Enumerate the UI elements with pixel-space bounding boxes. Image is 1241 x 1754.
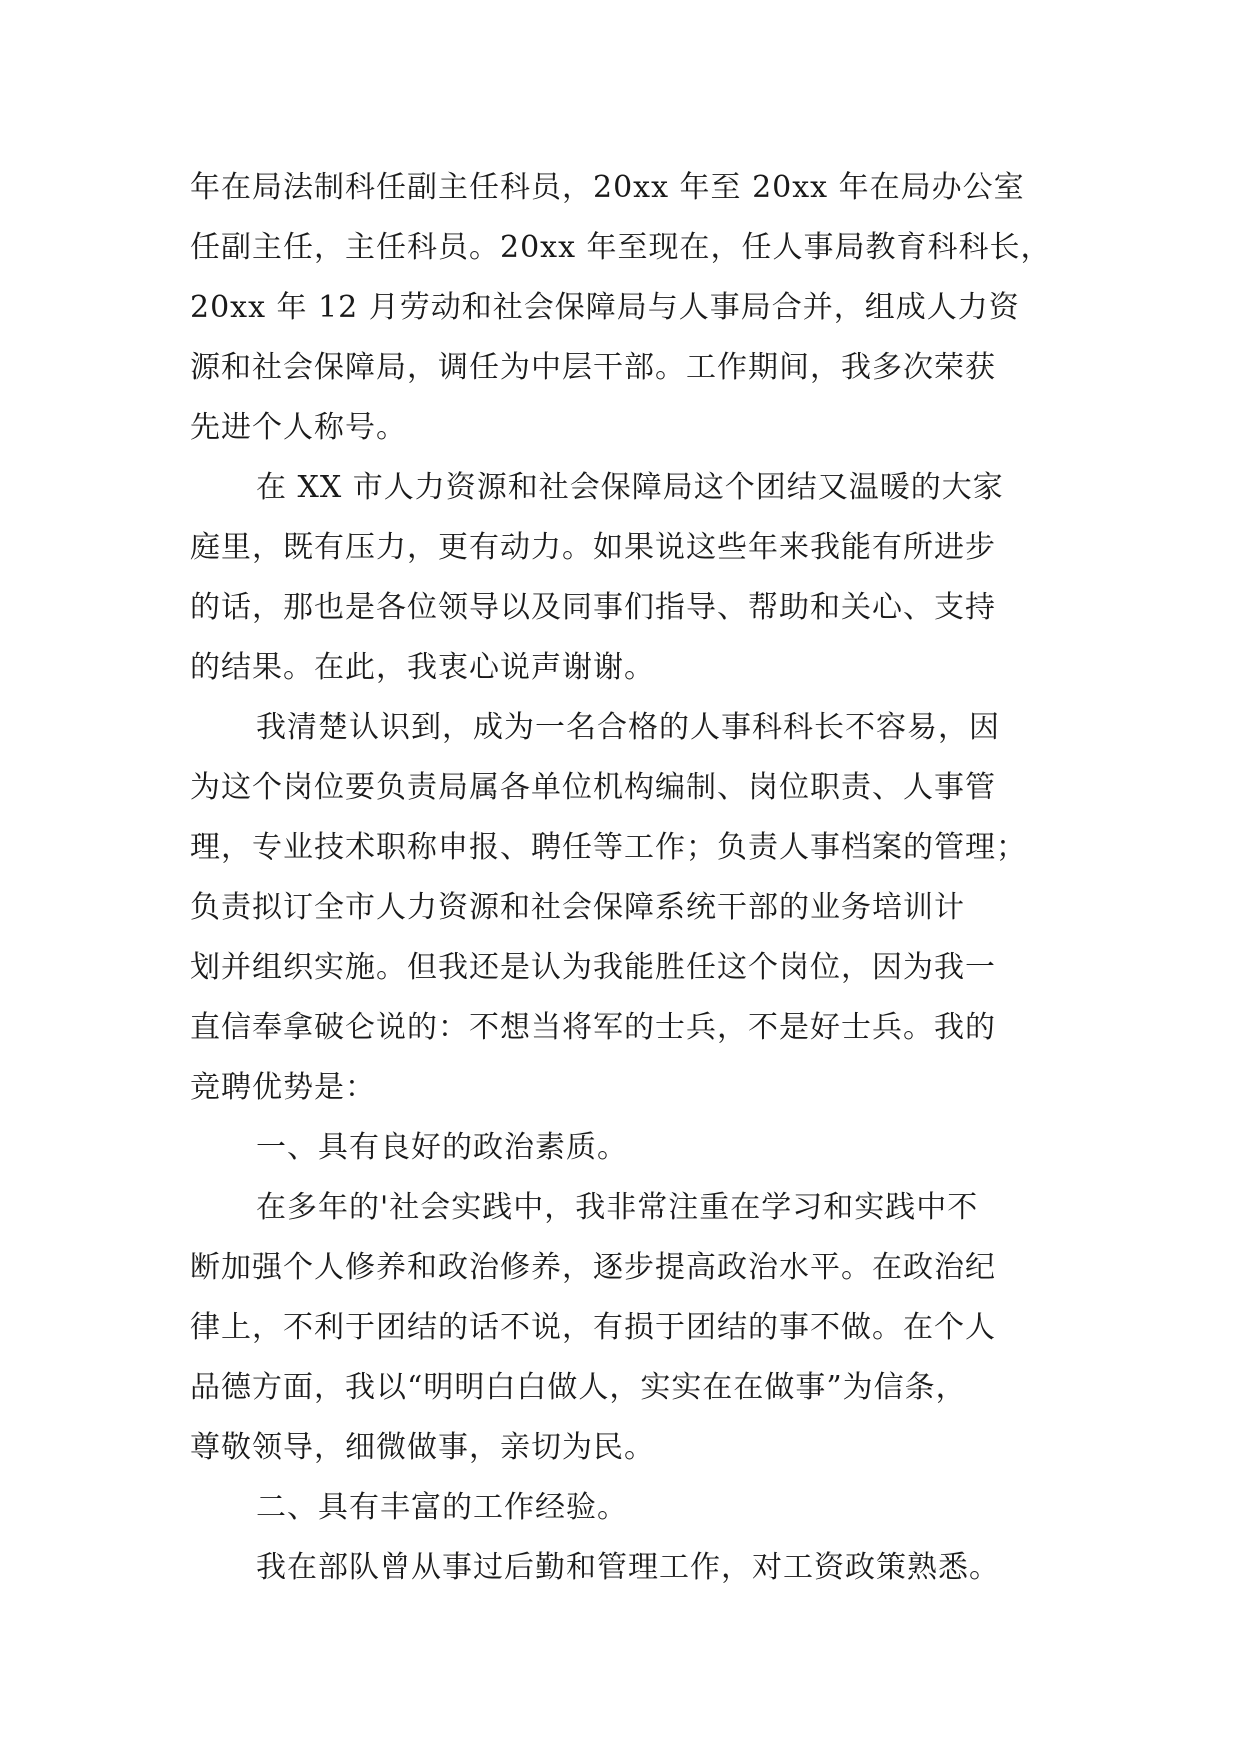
body-text [190, 158, 1090, 1598]
section-heading-1: 一、具有良好的政治素质。 [256, 1130, 628, 1165]
text-line: 先进个人称号。 [190, 410, 407, 445]
text-line: 负责拟订全市人力资源和社会保障系统干部的业务培训计 [190, 890, 965, 925]
paragraph-start-line: 我在部队曾从事过后勤和管理工作，对工资政策熟悉。 [256, 1550, 1000, 1585]
text-line: 任副主任，主任科员。20xx 年至现在，任人事局教育科科长， [190, 230, 1052, 265]
paragraph-start-line: 在多年的'社会实践中，我非常注重在学习和实践中不 [256, 1190, 979, 1225]
paragraph-start-line: 我清楚认识到，成为一名合格的人事科科长不容易，因 [256, 710, 1000, 745]
text-line: 年在局法制科任副主任科员，20xx 年至 20xx 年在局办公室 [190, 170, 1025, 205]
text-line: 品德方面，我以“明明白白做人，实实在在做事”为信条， [190, 1370, 967, 1405]
text-line: 庭里，既有压力，更有动力。如果说这些年来我能有所进步 [190, 530, 996, 565]
text-line: 律上，不利于团结的话不说，有损于团结的事不做。在个人 [190, 1310, 996, 1345]
section-heading-2: 二、具有丰富的工作经验。 [256, 1490, 628, 1525]
text-line: 直信奉拿破仑说的：不想当将军的士兵，不是好士兵。我的 [190, 1010, 996, 1045]
text-line: 划并组织实施。但我还是认为我能胜任这个岗位，因为我一 [190, 950, 996, 985]
text-line: 为这个岗位要负责局属各单位机构编制、岗位职责、人事管 [190, 770, 996, 805]
text-line: 断加强个人修养和政治修养，逐步提高政治水平。在政治纪 [190, 1250, 996, 1285]
text-line: 20xx 年 12 月劳动和社会保障局与人事局合并，组成人力资 [190, 290, 1020, 325]
text-line: 的结果。在此，我衷心说声谢谢。 [190, 650, 655, 685]
text-line: 理，专业技术职称申报、聘任等工作；负责人事档案的管理； [190, 830, 1027, 865]
text-line: 竞聘优势是： [190, 1070, 376, 1105]
paragraph-start-line: 在 XX 市人力资源和社会保障局这个团结又温暖的大家 [256, 470, 1004, 505]
text-line: 的话，那也是各位领导以及同事们指导、帮助和关心、支持 [190, 590, 996, 625]
text-line: 尊敬领导，细微做事，亲切为民。 [190, 1430, 655, 1465]
text-line: 源和社会保障局，调任为中层干部。工作期间，我多次荣获 [190, 350, 996, 385]
